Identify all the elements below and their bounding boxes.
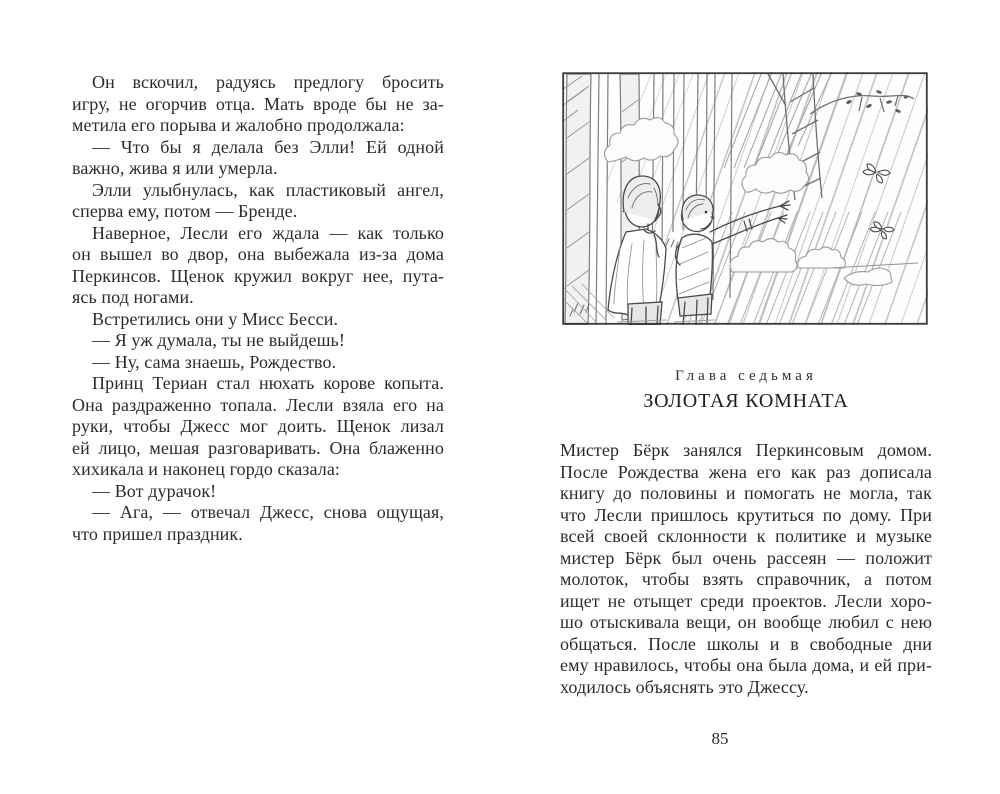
text-line: мистер Бёрк был очень рассеян — положит — [560, 547, 932, 568]
text-line: сперва ему, потом — Бренде. — [72, 201, 298, 221]
text-line: Элли улыбнулась, как пластиковый ангел, — [92, 179, 444, 200]
text-line: он вышел во двор, она выбежала из-за дома — [72, 244, 444, 264]
text-line: важно, жива я или умерла. — [72, 158, 278, 178]
page-number: 85 — [711, 729, 729, 748]
text-line: Мистер Бёрк занялся Перкинсовым домом. — [560, 440, 932, 460]
text-line: ему нравилось, чтобы она была дома, и ей при- — [560, 655, 932, 675]
text-line: Перкинсов. Щенок кружил вокруг нее, пута- — [72, 265, 444, 286]
text-line: ясь под ногами. — [72, 287, 194, 307]
text-line: книгу до половины и помогать не могла, так — [560, 483, 932, 503]
text-line: метила его порыва и жалобно продолжала: — [72, 115, 405, 135]
text-line: что пришел праздник. — [72, 523, 243, 544]
forest-sketch-image — [562, 72, 928, 325]
text-line: Принц Териан стал нюхать корове копыта. — [92, 373, 444, 393]
text-line: — Ну, сама знаешь, Рождество. — [92, 351, 337, 372]
text-line: ей лицо, мешая разговаривать. Она блаженно — [72, 437, 444, 458]
text-line: После Рождества жена его как раз дописала — [560, 461, 932, 482]
chapter-label: Глава седьмая — [675, 368, 817, 384]
text-line: Встретились они у Мисс Бесси. — [92, 308, 339, 329]
text-line: руки, чтобы Джесс мог доить. Щенок лизал — [72, 416, 444, 436]
text-line: Она раздраженно топала. Лесли взяла его на — [72, 394, 444, 415]
text-line: молоток, чтобы взять справочник, а потом — [560, 569, 932, 589]
text-line: ходилось объяснять это Джессу. — [560, 676, 809, 697]
left-page-text — [72, 72, 444, 545]
text-line: шо отыскивала вещи, он вообще любил с нею — [560, 612, 932, 632]
text-line: игру, не огорчив отца. Мать вроде бы не за- — [72, 93, 444, 114]
text-line: — Вот дурачок! — [92, 480, 217, 501]
text-line: Наверное, Лесли его ждала — как только — [92, 222, 444, 243]
right-page-text — [560, 440, 932, 698]
chapter-title: ЗОЛОТАЯ КОМНАТА — [643, 390, 849, 412]
chapter-illustration — [562, 72, 928, 325]
text-line: — Ага, — отвечал Джесс, снова ощущая, — [92, 502, 444, 522]
text-line: — Я уж думала, ты не выйдешь! — [92, 330, 345, 350]
text-line: что Лесли пришлось крутиться по дому. При — [560, 504, 932, 525]
text-line: хихикала и наконец гордо сказала: — [72, 459, 341, 479]
text-line: Он вскочил, радуясь предлогу бросить — [92, 72, 444, 92]
text-line: общаться. После школы и в свободные дни — [560, 633, 932, 654]
text-line: всей своей склонности к политике и музыке — [560, 526, 932, 546]
text-line: — Что бы я делала без Элли! Ей одной — [92, 136, 444, 157]
text-line: ищет не отыщет среди проектов. Лесли хоро- — [560, 590, 932, 611]
